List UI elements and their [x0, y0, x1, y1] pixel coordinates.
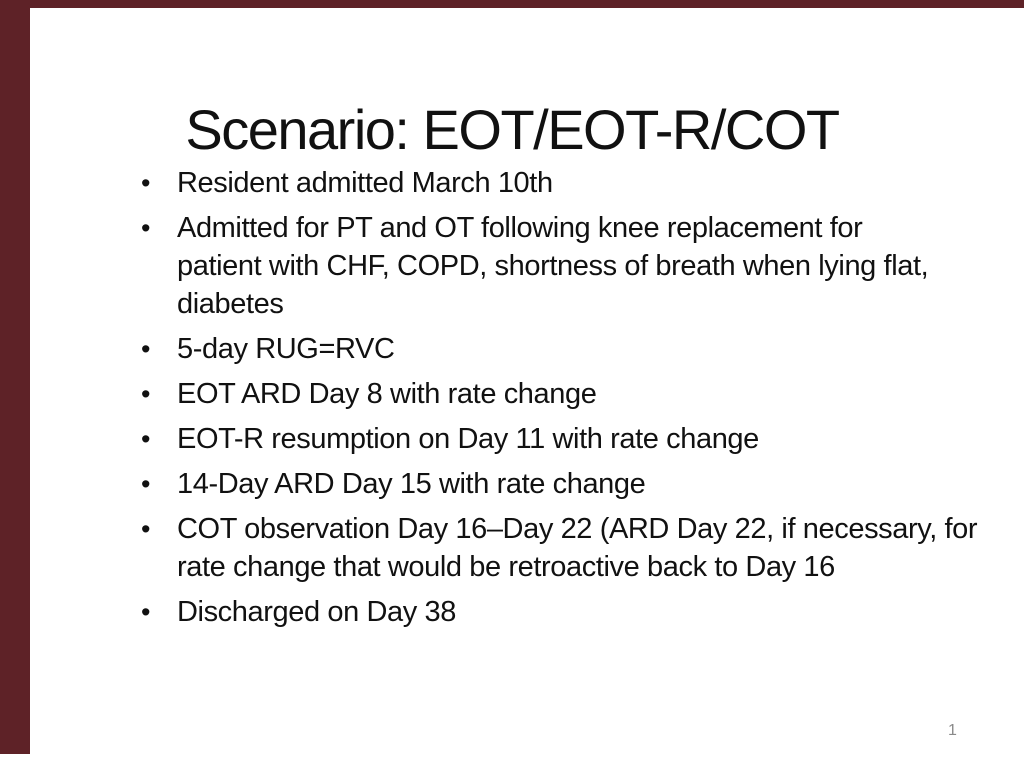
- page-number: 1: [948, 722, 957, 739]
- bullet-line: patient with CHF, COPD, shortness of breath when lying flat,: [177, 250, 929, 282]
- bullet-line: • EOT-R resumption on Day 11 with rate change: [177, 423, 759, 455]
- bullet-line: • COT observation Day 16–Day 22 (ARD Day 22, if necessary, for: [177, 513, 978, 545]
- bullet-line: • Discharged on Day 38: [177, 596, 456, 628]
- bullet-item: [140, 209, 990, 323]
- bullet-item: [140, 420, 990, 458]
- bullet-line: • Admitted for PT and OT following knee replacement for: [177, 212, 863, 244]
- bullet-item: [140, 510, 990, 586]
- bullet-list: [140, 164, 990, 638]
- bullet-item: [140, 593, 990, 631]
- bullet-line: • Resident admitted March 10th: [177, 167, 553, 199]
- top-accent-bar: [0, 0, 1024, 8]
- bullet-line: diabetes: [177, 288, 284, 320]
- bullet-item: [140, 465, 990, 503]
- bullet-line: rate change that would be retroactive back to Day 16: [177, 551, 835, 583]
- slide-title: Scenario: EOT/EOT-R/COT: [185, 97, 839, 161]
- bullet-line: • 5-day RUG=RVC: [177, 333, 395, 365]
- bullet-line: • EOT ARD Day 8 with rate change: [177, 378, 597, 410]
- bullet-item: [140, 375, 990, 413]
- bullet-item: [140, 330, 990, 368]
- bullet-item: [140, 164, 990, 202]
- bullet-line: • 14-Day ARD Day 15 with rate change: [177, 468, 646, 500]
